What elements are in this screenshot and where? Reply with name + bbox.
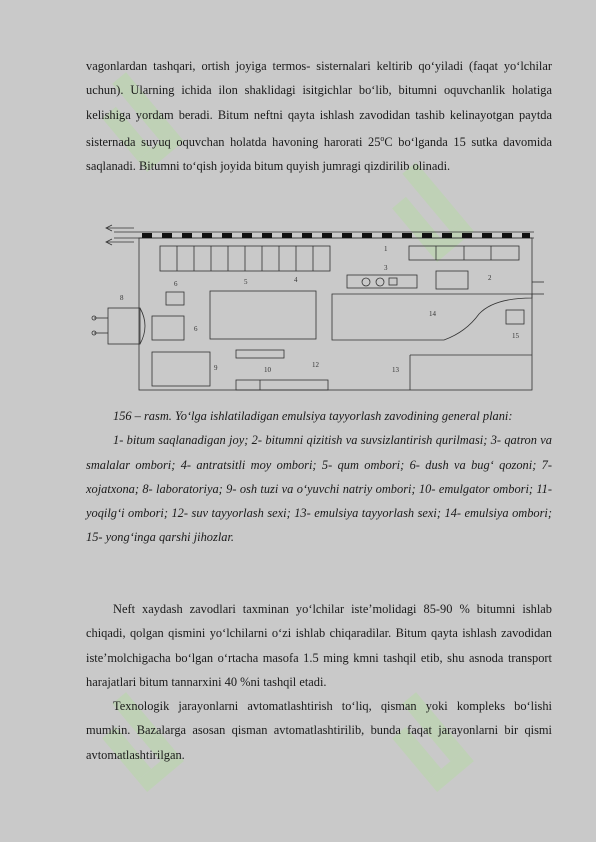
caption-title: 156 – rasm. Yo‘lga ishlatiladigan emulsiya tayyorlash zavodining general plani: [113, 409, 513, 423]
paragraph-3: Texnologik jarayonlarni avtomatlashtirish to‘liq, qisman yoki kompleks bo‘lishi mumkin. Bazalarga asosan qisman avtomatlashtirilib, bunda faqat jarayonlarni bir qismi avtomatlashtirilgan. [86, 699, 552, 762]
label-6a: 6 [174, 280, 178, 288]
general-plan-drawing [84, 222, 544, 394]
general-plan-figure [84, 222, 544, 394]
paragraph-2: Neft xaydash zavodlari taxminan yo‘lchilar iste’molidagi 85-90 % bitumni ishlab chiqadi, qolgan qismini yo‘lchilarni o‘zi ishlab chiqaradilar. Bitum qayta ishlash zavodidan iste’molchigacha bo‘lgan o‘rtacha masofa 1.5 ming kmni tashqil etib, shu asnoda transport harajatlari bitum tannarxini 40 %ni tashqil etadi. [86, 602, 552, 689]
label-6b: 6 [194, 325, 198, 333]
label-4: 4 [294, 276, 298, 284]
paragraph-1: vagonlardan tashqari, ortish joyiga termos- sisternalari keltirib qo‘yiladi (faqat yo‘lchilar uchun). Ularning ichida ilon shaklidagi isitgichlar bo‘lib, bitumni oquvchanlik holatiga kelishiga yordam beradi. Bitum neftni qayta ishlash zavodidan tashib kelinayotgan paytda sisternada suyuq oquvchan holatda havoning harorati 25$^o$C bo‘lganda 15 sutka davomida saqlanadi. Bitumni to‘qish joyida bitum quyish jumragi qizdirilib olinadi. [86, 59, 552, 174]
label-13: 13 [392, 366, 399, 374]
label-3: 3 [384, 264, 388, 272]
figure-caption [86, 404, 552, 550]
label-8: 8 [120, 294, 124, 302]
label-2: 2 [488, 274, 492, 282]
label-15: 15 [512, 332, 519, 340]
label-12: 12 [312, 361, 319, 369]
label-14: 14 [429, 310, 436, 318]
label-10: 10 [264, 366, 271, 374]
label-5: 5 [244, 278, 248, 286]
body-text [86, 597, 552, 767]
caption-legend: 1- bitum saqlanadigan joy; 2- bitumni qizitish va suvsizlantirish qurilmasi; 3- qatron va smalalar ombori; 4- antratsitli moy ombori; 5- qum ombori; 6- dush va bug‘ qozoni; 7- xojatxona; 8- laboratoriya; 9- osh tuzi va o‘yuvchi natriy ombori; 10- emulgator ombori; 11- yoqilg‘i ombori; 12- suv tayyorlash sexi; 13- emulsiya tayyorlash sexi; 14- emulsiya ombori; 15- yong‘inga qarshi jihozlar. [86, 433, 552, 545]
label-1: 1 [384, 245, 388, 253]
label-9: 9 [214, 364, 218, 372]
